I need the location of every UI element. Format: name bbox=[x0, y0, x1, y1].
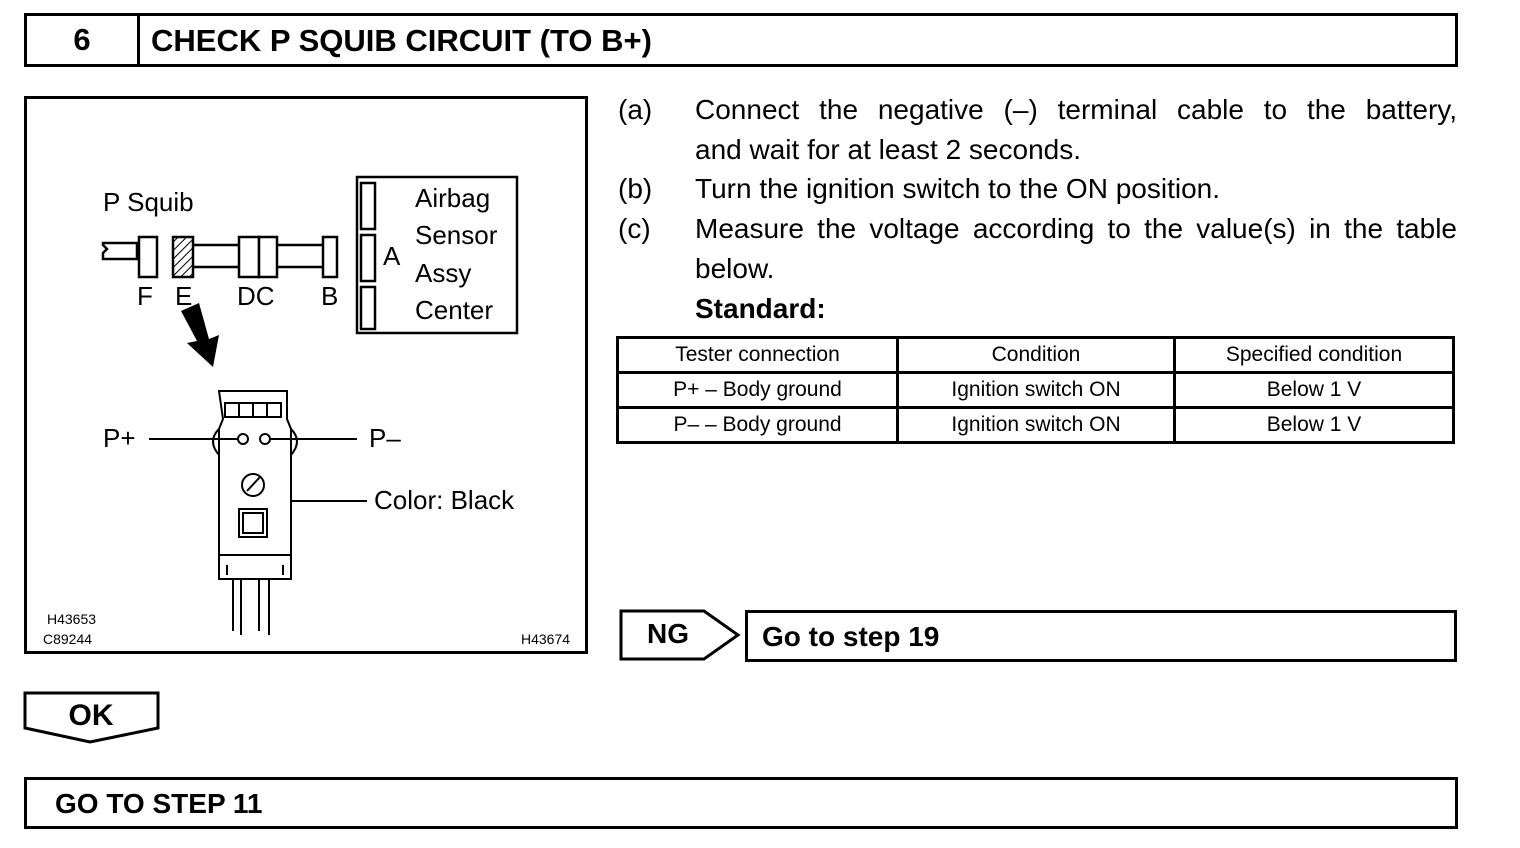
table-header: Tester connection bbox=[618, 338, 898, 373]
sensor-label-line3: Assy bbox=[415, 258, 472, 288]
pin-plus-label: P+ bbox=[103, 423, 136, 453]
ng-action-text: Go to step 19 bbox=[762, 621, 940, 652]
sensor-label-line2: Sensor bbox=[415, 220, 498, 250]
step-a-letter: (a) bbox=[618, 94, 653, 125]
table-header-row bbox=[618, 338, 1454, 373]
spec-table bbox=[616, 336, 1455, 444]
step-c-letter: (c) bbox=[618, 213, 651, 244]
step-number: 6 bbox=[27, 16, 140, 64]
step-b-letter: (b) bbox=[618, 173, 653, 204]
figure-code-2: C89244 bbox=[43, 631, 93, 647]
figure-code-1: H43653 bbox=[47, 611, 97, 627]
ng-label: NG bbox=[647, 618, 689, 649]
connector-f-label: F bbox=[137, 281, 153, 311]
down-arrow-icon bbox=[181, 303, 219, 367]
squib-connector-icon bbox=[213, 391, 297, 635]
step-header bbox=[24, 13, 1458, 67]
table-cell: P– – Body ground bbox=[618, 408, 898, 443]
ok-action-text: GO TO STEP 11 bbox=[55, 788, 263, 819]
standard-label: Standard: bbox=[695, 293, 826, 324]
ok-label: OK bbox=[68, 699, 114, 732]
table-cell: Below 1 V bbox=[1175, 408, 1454, 443]
step-a-line1: Connect the negative (–) terminal cable to the battery, bbox=[695, 94, 1457, 125]
wiring-diagram bbox=[27, 99, 585, 651]
wiring-figure bbox=[24, 96, 588, 654]
table-header: Specified condition bbox=[1175, 338, 1454, 373]
step-c-line1: Measure the voltage according to the value(s) in the table bbox=[695, 213, 1457, 244]
step-c-line2: below. bbox=[695, 253, 775, 284]
connector-a-label: A bbox=[383, 241, 401, 271]
wire-harness bbox=[103, 237, 337, 277]
color-note: Color: Black bbox=[374, 485, 515, 515]
sensor-label-line4: Center bbox=[415, 295, 494, 325]
sensor-label-line1: Airbag bbox=[415, 183, 491, 213]
table-cell: Below 1 V bbox=[1175, 373, 1454, 408]
connector-dc-label: DC bbox=[237, 281, 275, 311]
step-a-line2: and wait for at least 2 seconds. bbox=[695, 134, 1081, 165]
table-cell: Ignition switch ON bbox=[898, 373, 1175, 408]
figure-code-3: H43674 bbox=[521, 631, 571, 647]
table-row bbox=[618, 373, 1454, 408]
squib-label: P Squib bbox=[103, 187, 194, 217]
table-cell: Ignition switch ON bbox=[898, 408, 1175, 443]
table-row bbox=[618, 408, 1454, 443]
table-header: Condition bbox=[898, 338, 1175, 373]
step-title: CHECK P SQUIB CIRCUIT (TO B+) bbox=[151, 23, 652, 58]
pin-minus-label: P– bbox=[369, 423, 401, 453]
step-b-text: Turn the ignition switch to the ON position. bbox=[695, 173, 1220, 204]
connector-e-label: E bbox=[175, 281, 193, 311]
ng-action-box bbox=[745, 610, 1457, 662]
table-cell: P+ – Body ground bbox=[618, 373, 898, 408]
connector-b-label: B bbox=[321, 281, 339, 311]
ok-action-box bbox=[24, 777, 1458, 829]
